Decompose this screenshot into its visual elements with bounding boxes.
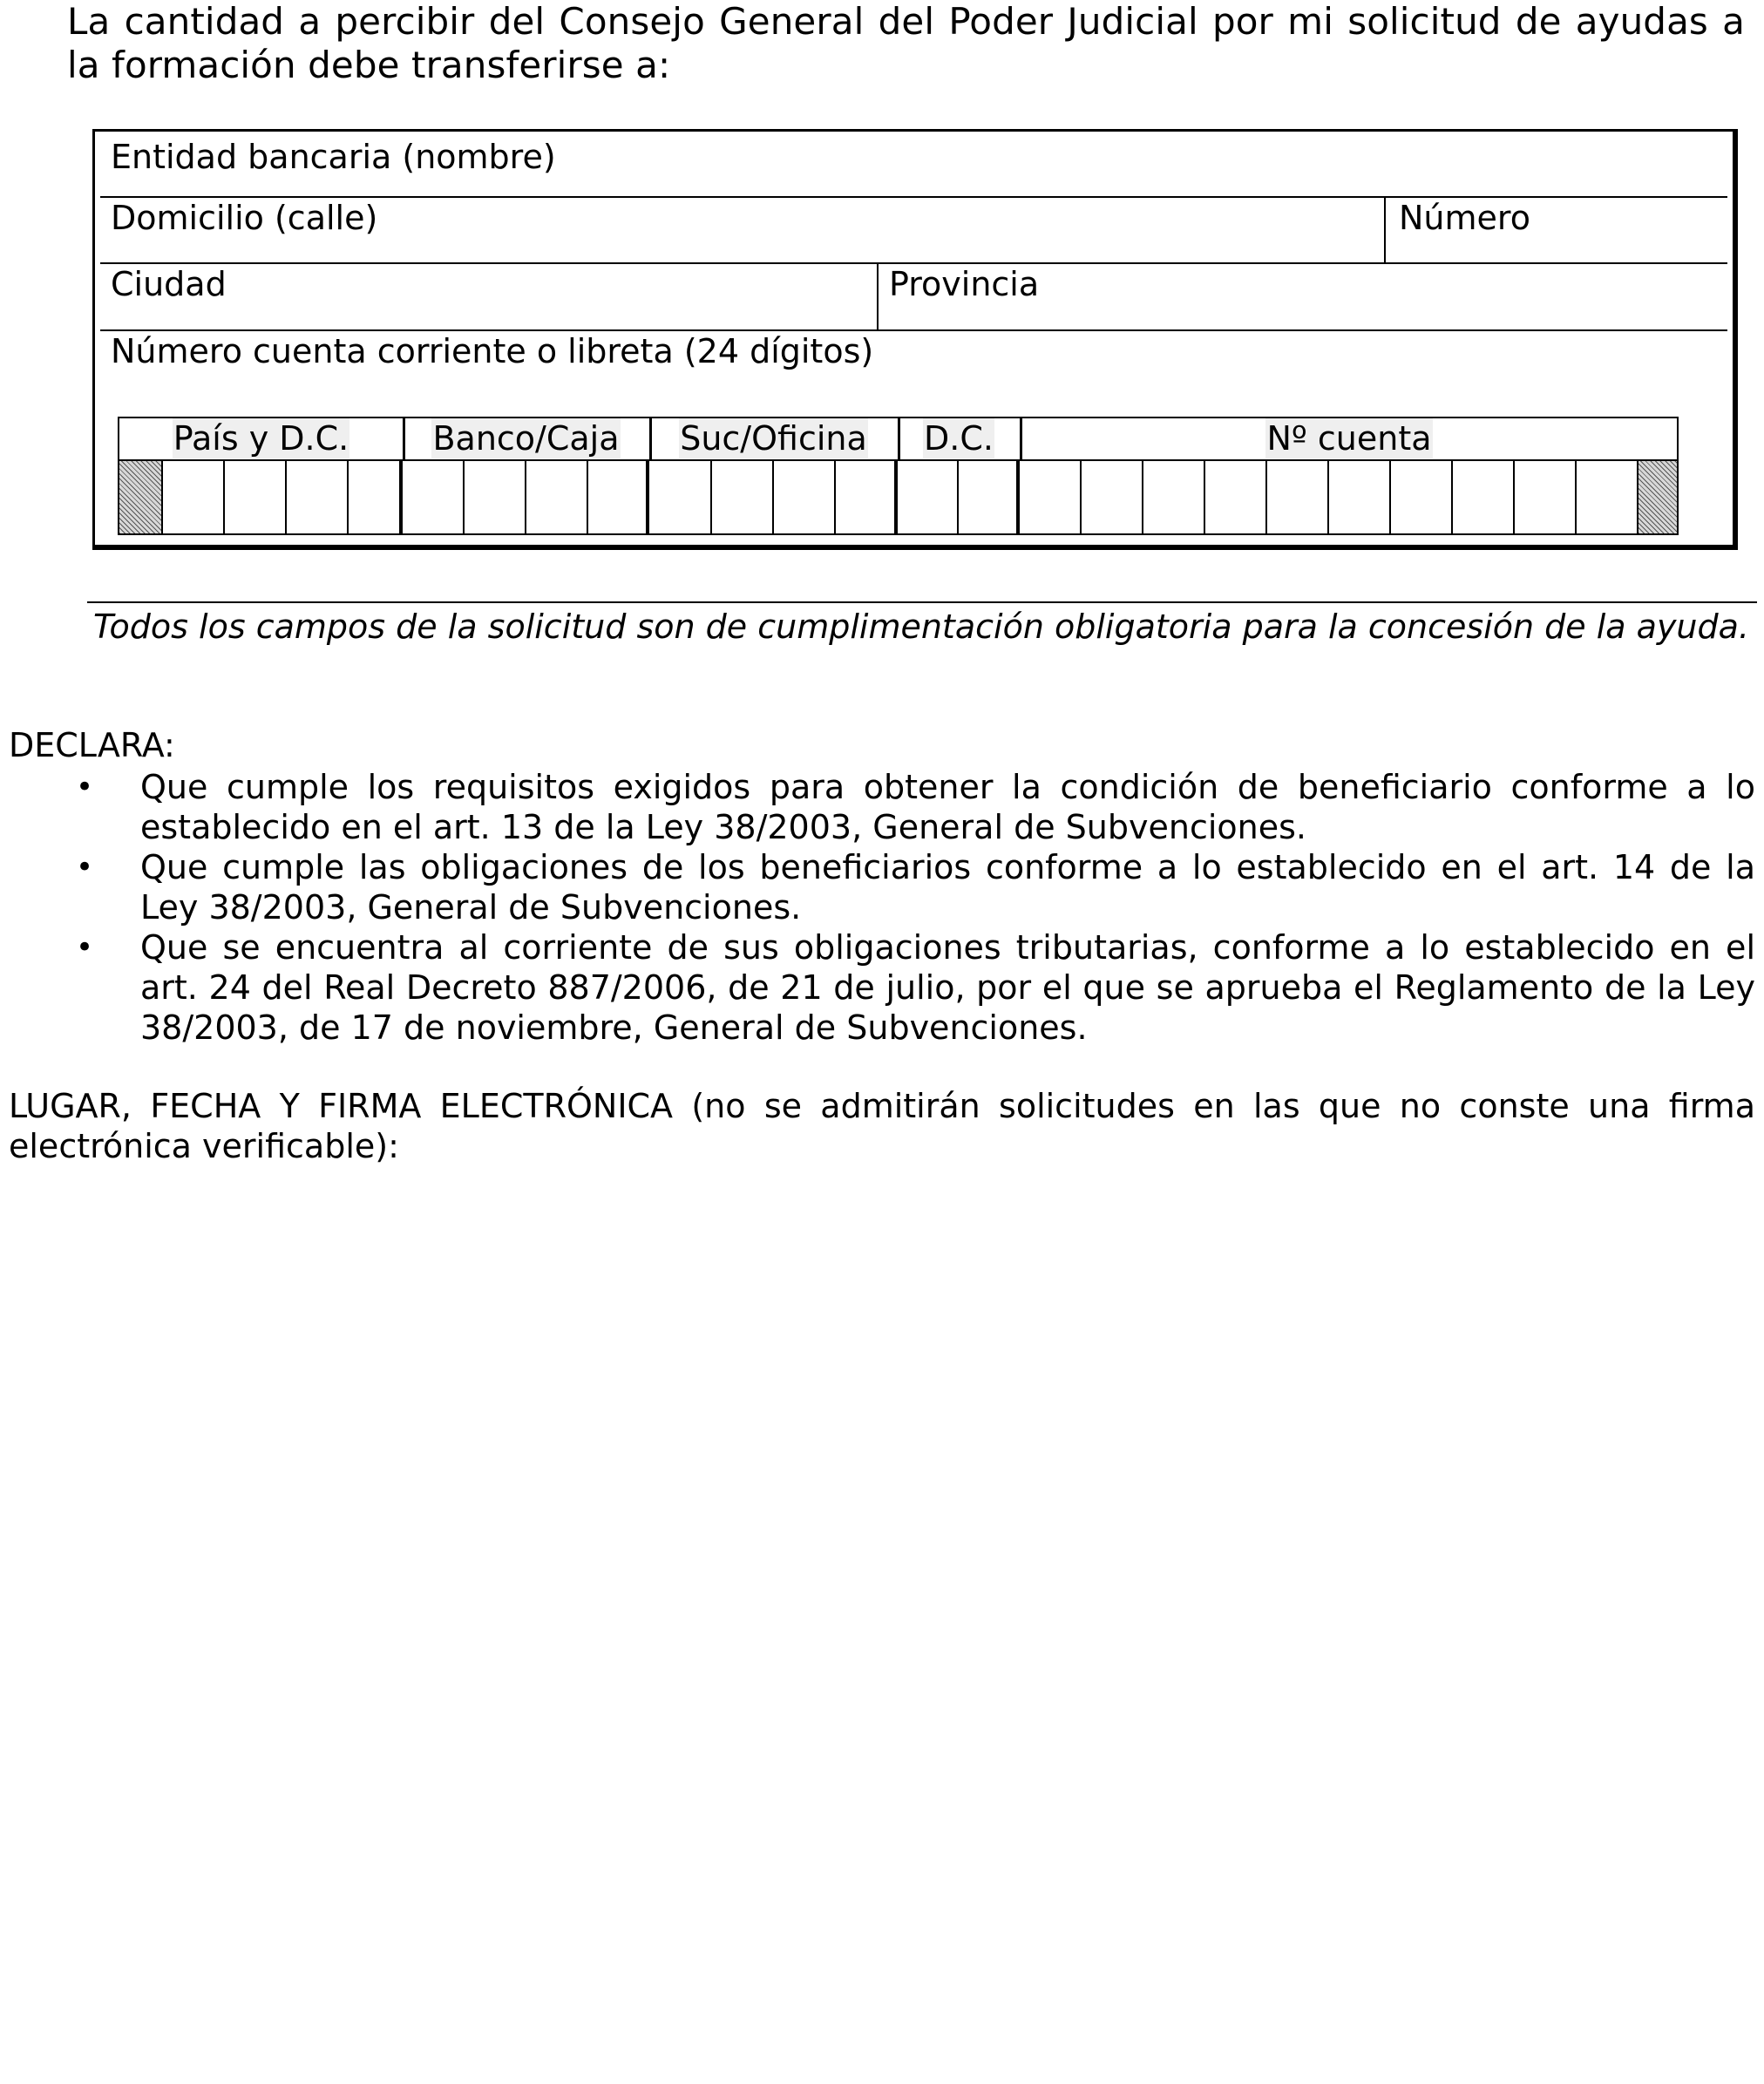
declaration-item [9,767,1755,847]
digit-cell[interactable] [1082,461,1143,533]
cuenta-label: Número cuenta corriente o libreta (24 dígitos) [111,332,874,370]
digit-cell[interactable] [1205,461,1267,533]
declaration-text: Que cumple las obligaciones de los beneficiarios conforme a lo establecido en el art. 14 de la Ley 38/2003, General de Subvenciones. [140,848,1755,927]
digit-cell[interactable] [1267,461,1329,533]
digit-cell[interactable] [1577,461,1638,533]
digit-grid-header [119,418,1677,461]
digit-cell[interactable] [649,461,712,533]
numero-label: Número [1399,199,1530,237]
grid-header-banco: Banco/Caja [432,419,620,458]
horizontal-rule [87,601,1757,603]
digit-cell[interactable] [1453,461,1515,533]
digit-cell[interactable] [465,461,526,533]
intro-paragraph: La cantidad a percibir del Consejo General del Poder Judicial por mi solicitud de ayudas a la formación debe transferirse a: [67,0,1745,86]
digit-cell[interactable] [163,461,225,533]
digit-cell-shaded [1638,461,1677,533]
digit-cell[interactable] [712,461,774,533]
digit-cell[interactable] [349,461,403,533]
group-divider [1020,418,1022,459]
digit-cell[interactable] [774,461,836,533]
grid-header-pais: País y D.C. [173,419,349,458]
digit-cell[interactable] [1391,461,1453,533]
digit-cell[interactable] [1020,461,1082,533]
column-divider [1384,196,1386,262]
declaration-item [9,927,1755,1048]
digit-cell[interactable] [1329,461,1391,533]
declaration-text: Que cumple los requisitos exigidos para obtener la condición de beneficiario conforme a lo establecido en el art. 13 de la Ley 38/2003, General de Subvenciones. [140,768,1755,846]
group-divider [649,418,652,459]
grid-header-oficina: Suc/Oficina [680,419,867,458]
domicilio-label: Domicilio (calle) [111,199,378,237]
digit-cell-shaded [119,461,163,533]
group-divider [898,418,900,459]
digit-cell[interactable] [526,461,588,533]
digit-cell[interactable] [836,461,898,533]
bullet-icon: • [76,770,94,804]
row-divider [100,196,1727,198]
ciudad-label: Ciudad [111,265,227,303]
digit-cell[interactable] [1143,461,1205,533]
digit-cell[interactable] [403,461,465,533]
bullet-icon: • [76,930,94,965]
digit-cell[interactable] [588,461,649,533]
declaration-list [9,767,1755,1048]
row-divider [100,262,1727,264]
grid-header-dc: D.C. [924,419,994,458]
group-divider [403,418,405,459]
declaration-item [9,847,1755,927]
digit-cell[interactable] [225,461,287,533]
row-divider [100,329,1727,331]
entidad-label: Entidad bancaria (nombre) [111,138,556,176]
mandatory-fields-note: Todos los campos de la solicitud son de cumplimentación obligatoria para la concesión de la ayuda. [93,608,1749,646]
bullet-icon: • [76,850,94,885]
digit-cell[interactable] [1515,461,1577,533]
provincia-label: Provincia [889,265,1040,303]
digit-cell[interactable] [287,461,349,533]
account-digit-grid [118,417,1679,535]
signature-instruction: LUGAR, FECHA Y FIRMA ELECTRÓNICA (no se admitirán solicitudes en las que no conste una firma electrónica verificable): [9,1087,1755,1165]
bank-details-form [92,129,1738,550]
grid-header-cuenta: Nº cuenta [1266,419,1432,458]
declaration-text: Que se encuentra al corriente de sus obligaciones tributarias, conforme a lo establecido en el art. 24 del Real Decreto 887/2006, de 21 de julio, por el que se aprueba el Reglamento de la Ley 38/2003, de 17 de noviembre, General de Subvenciones. [140,928,1755,1047]
column-divider [877,262,879,329]
digit-cell[interactable] [898,461,959,533]
digit-cell[interactable] [959,461,1020,533]
declara-heading: DECLARA: [9,726,175,764]
